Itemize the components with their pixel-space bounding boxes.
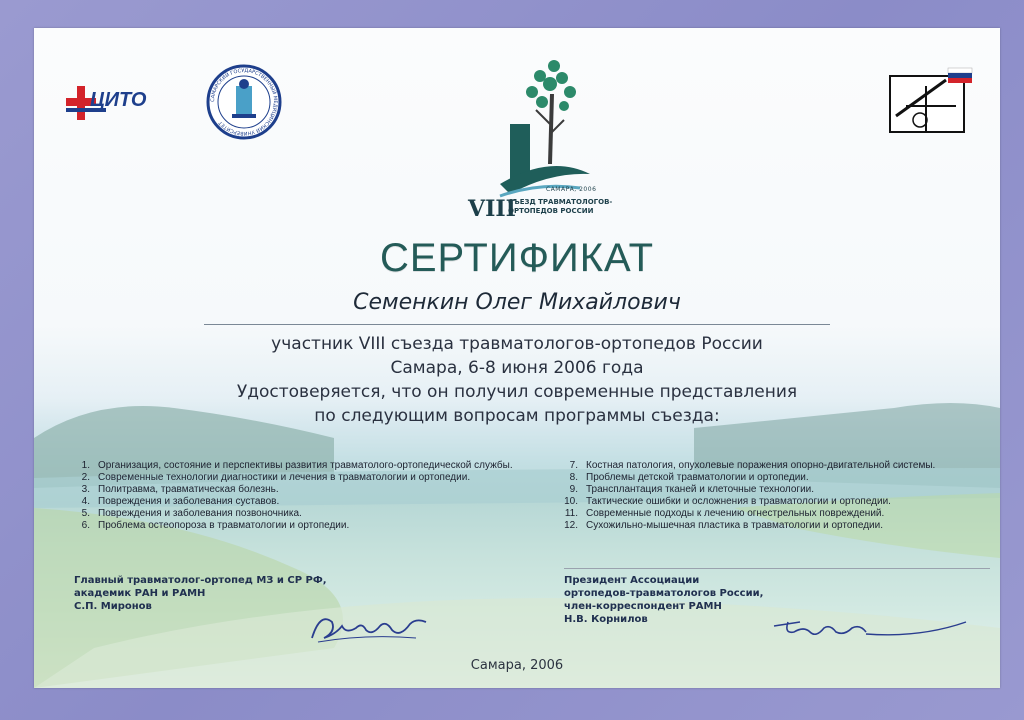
list-item: 6. Проблема остеопороза в травматологии и ортопедии.	[81, 520, 350, 531]
certificate-title: СЕРТИФИКАТ	[379, 236, 655, 280]
topics-list-right	[556, 460, 996, 532]
svg-text:САМАРСКИЙ ГОСУДАРСТВЕННЫЙ МЕДИ: САМАРСКИЙ ГОСУДАРСТВЕННЫЙ МЕДИЦИНСКИЙ УНИВЕРСИТЕТ	[209, 67, 279, 137]
signatory-right: Президент Ассоциации ортопедов-травматологов России, член-корреспондент РАМН Н.В. Корнилов	[564, 575, 764, 625]
signature-kornilov	[770, 612, 970, 646]
list-item: 7. Костная патология, опухолевые поражения опорно-двигательной системы.	[569, 460, 936, 471]
congress-line2: ОРТОПЕДОВ РОССИИ	[508, 207, 594, 215]
list-item: 8. Проблемы детской травматологии и ортопедии.	[569, 472, 809, 483]
certificate-page	[34, 28, 1000, 688]
signatory-left: Главный травматолог-ортопед МЗ и СР РФ, академик РАН и РАМН С.П. Миронов	[74, 575, 327, 612]
program-line: по следующим вопросам программы съезда:	[314, 406, 720, 426]
list-item: 11. Современные подходы к лечению огнестрельных повреждений.	[564, 508, 885, 519]
svg-text:ЦИТО: ЦИТО	[90, 89, 147, 111]
signature-mironov	[306, 608, 436, 648]
footer-location-date: Самара, 2006	[470, 658, 564, 673]
list-item: 1. Организация, состояние и перспективы развития травматолого-ортопедической службы.	[81, 460, 513, 471]
list-item: 9. Трансплантация тканей и клеточные технологии.	[569, 484, 815, 495]
list-item: 12. Сухожильно-мышечная пластика в травматологии и ортопедии.	[564, 520, 883, 531]
university-logo	[204, 62, 284, 142]
congress-line1: СЪЕЗД ТРАВМАТОЛОГОВ-	[508, 198, 613, 206]
recipient-name: Семенкин Олег Михайлович	[353, 290, 681, 315]
topics-list-left	[68, 460, 558, 532]
congress-roman-numeral: VIII	[468, 196, 516, 222]
participant-line: участник VIII съезда травматологов-ортопедов России	[271, 334, 763, 354]
certification-line: Удостоверяется, что он получил современные представления	[236, 382, 798, 402]
list-item: 4. Повреждения и заболевания суставов.	[81, 496, 280, 507]
congress-emblem	[470, 54, 600, 204]
congress-year: САМАРА, 2006	[546, 186, 597, 193]
cito-logo	[62, 78, 172, 128]
association-logo	[886, 66, 976, 138]
list-item: 10. Тактические ошибки и осложнения в травматологии и ортопедии.	[564, 496, 891, 507]
date-line: Самара, 6-8 июня 2006 года	[390, 358, 644, 378]
list-item: 2. Современные технологии диагностики и лечения в травматологии и ортопедии.	[81, 472, 471, 483]
name-underline	[204, 324, 830, 325]
signature-divider	[564, 568, 990, 569]
list-item: 3. Политравма, травматическая болезнь.	[81, 484, 279, 495]
list-item: 5. Повреждения и заболевания позвоночника.	[81, 508, 302, 519]
